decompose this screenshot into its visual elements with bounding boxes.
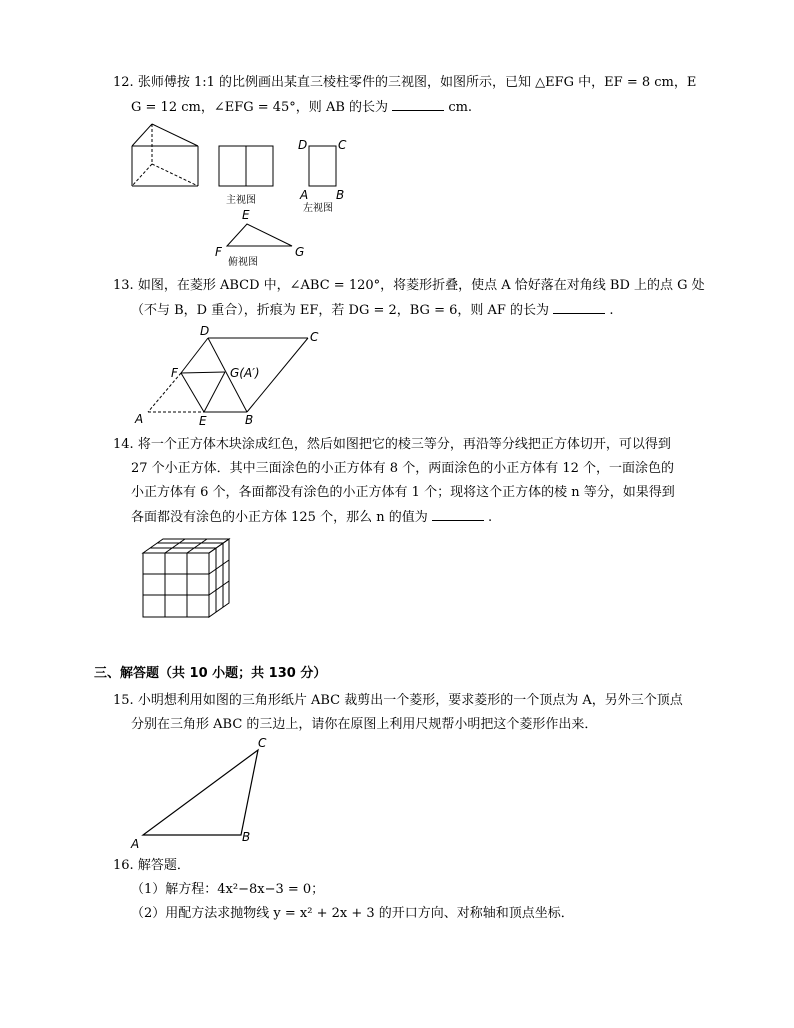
- q13-label-F: F: [171, 366, 178, 380]
- q16-part1: [131, 881, 324, 899]
- q15-label-B: B: [242, 830, 251, 844]
- q14-text-line4: 各面都没有涂色的小正方体 125 个，那么 n 的值为: [131, 510, 428, 525]
- q16-part2: [131, 905, 574, 923]
- q14-text-line1: 将一个正方体木块涂成红色，然后如图把它的棱三等分，再沿等分线把正方体切开，可以得到: [137, 437, 671, 452]
- q12-caption-top: 俯视图: [228, 257, 258, 268]
- q12-number: 12.: [113, 75, 134, 90]
- q12-text-unit: cm.: [448, 100, 473, 115]
- q13-text-end: .: [609, 303, 614, 318]
- q15-number: 15.: [113, 693, 134, 708]
- q12-caption-front: 主视图: [226, 195, 256, 206]
- q15-text-line1: 小明想利用如图的三角形纸片 ABC 裁剪出一个菱形，要求菱形的一个顶点为 A，另外三个顶点: [137, 693, 683, 708]
- q14-text-line2: 27 个小正方体．其中三面涂色的小正方体有 8 个，两面涂色的小正方体有 12 个，一面涂色的: [131, 461, 675, 476]
- q12-label-B: B: [336, 188, 345, 202]
- q16-part1-text: （1）解方程：4x²−8x−3 = 0；: [131, 882, 325, 897]
- q14-text-line3: 小正方体有 6 个，各面都没有涂色的小正方体有 1 个；现将这个正方体的棱 n 等分，如果得到: [131, 485, 675, 500]
- q15-label-C: C: [258, 736, 267, 750]
- q12-label-F: F: [215, 245, 222, 259]
- q16-part2-text: （2）用配方法求抛物线 y = x² + 2x + 3 的开口方向、对称轴和顶点坐标．: [131, 906, 574, 921]
- q13-label-A: A: [135, 412, 144, 426]
- q13-label-C: C: [310, 330, 319, 344]
- q13-number: 13.: [113, 278, 134, 293]
- q14-number: 14.: [113, 437, 134, 452]
- q13-label-G: G(A′): [230, 366, 260, 380]
- q16-line1: [113, 857, 190, 875]
- q12-caption-left: 左视图: [303, 203, 333, 214]
- q15-label-A: A: [131, 837, 140, 851]
- q12-text-line1: 张师傅按 1:1 的比例画出某直三棱柱零件的三视图，如图所示，已知 △EFG 中，EF = 8 cm，E: [137, 75, 697, 90]
- q16-title: 解答题．: [137, 858, 190, 873]
- q12-label-D: D: [298, 138, 308, 152]
- q13-label-D: D: [200, 324, 210, 338]
- q13-label-E: E: [199, 414, 207, 428]
- q12-text-line2: G = 12 cm，∠EFG = 45°，则 AB 的长为: [131, 100, 389, 115]
- q14-text-end: .: [488, 510, 493, 525]
- q13-text-line1: 如图，在菱形 ABCD 中，∠ABC = 120°，将菱形折叠，使点 A 恰好落在对角线 BD 上的点 G 处: [137, 278, 705, 293]
- q16-number: 16.: [113, 858, 134, 873]
- q12-label-E: E: [242, 208, 250, 222]
- q15-triangle-ABC: [143, 750, 258, 835]
- q13-text-line2: （不与 B，D 重合），折痕为 EF，若 DG = 2，BG = 6，则 AF 的长为: [131, 303, 550, 318]
- q13-label-B: B: [245, 413, 254, 427]
- q12-label-G: G: [295, 245, 305, 259]
- section3-title: 三、解答题（共 10 小题；共 130 分）: [94, 666, 327, 681]
- q12-label-C: C: [338, 138, 347, 152]
- q15-text-line2: 分别在三角形 ABC 的三边上，请你在原图上利用尺规帮小明把这个菱形作出来．: [131, 717, 598, 732]
- q12-label-A: A: [300, 188, 309, 202]
